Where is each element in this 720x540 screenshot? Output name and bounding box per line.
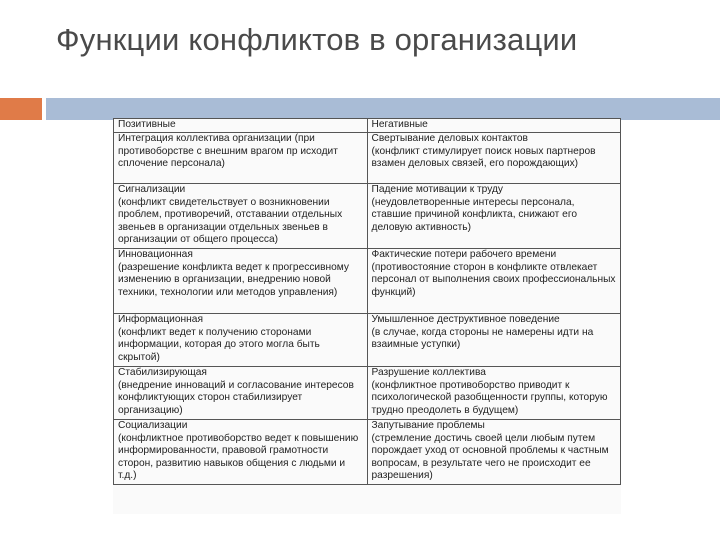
negative-title: Фактические потери рабочего времени	[371, 249, 557, 260]
accent-bar-orange	[0, 98, 42, 120]
negative-cell	[367, 133, 621, 184]
negative-title: Падение мотивации к труду	[371, 184, 504, 195]
negative-cell	[367, 184, 621, 249]
positive-title: Социализации	[118, 420, 188, 431]
table-row	[114, 184, 621, 249]
positive-desc: (конфликт свидетельствует о возникновении проблем, противоречий, отставании отдельных звеньев в организации отдельных звеньев в организации от общего процесса)	[118, 196, 343, 246]
negative-title: Запутывание проблемы	[371, 420, 485, 431]
negative-title: Умышленное деструктивное поведение	[371, 314, 560, 325]
negative-cell	[367, 249, 621, 314]
table-row	[114, 367, 621, 420]
positive-title: Сигнализации	[118, 184, 186, 195]
negative-cell	[367, 367, 621, 420]
positive-cell	[114, 249, 368, 314]
negative-title: Свертывание деловых контактов	[371, 133, 528, 144]
positive-desc: (конфликт ведет к получению сторонами информации, которая до этого могла быть скрытой)	[118, 326, 320, 363]
header-negative: Негативные	[367, 119, 621, 133]
table-row	[114, 249, 621, 314]
table-row	[114, 314, 621, 367]
negative-desc: (неудовлетворенные интересы персонала, ставшие причиной конфликта, снижают его деловую активность)	[371, 196, 578, 233]
positive-title: Инновационная	[118, 249, 193, 260]
positive-desc: (разрешение конфликта ведет к прогрессивному изменению в организации, внедрению новой техники, технологии или методов управления)	[118, 261, 350, 298]
positive-title: Интеграция коллектива организации (при противоборстве с внешним врагом пр исходит сплочение персонала)	[118, 133, 338, 170]
table-row	[114, 133, 621, 184]
negative-desc: (противостояние сторон в конфликте отвлекает персонал от выполнения своих профессиональных функций)	[371, 261, 616, 298]
accent-bar-blue	[46, 98, 720, 120]
negative-cell	[367, 420, 621, 485]
positive-title: Информационная	[118, 314, 203, 325]
negative-desc: (конфликтное противоборство приводит к психологической разобщенности группы, которую трудно преодолеть в будущем)	[371, 379, 608, 416]
functions-table-container	[113, 118, 621, 514]
positive-cell	[114, 420, 368, 485]
positive-desc: (внедрение инноваций и согласование интересов конфликтующих сторон стабилизирует организацию)	[118, 379, 354, 416]
positive-desc: (конфликтное противоборство ведет к повышению информированности, правовой грамотности сторон, развитию навыков общения с людьми и т.д.)	[118, 432, 359, 482]
table-row	[114, 420, 621, 485]
slide-title: Функции конфликтов в организации	[56, 22, 578, 57]
positive-cell	[114, 133, 368, 184]
negative-desc: (в случае, когда стороны не намерены идти на взаимные уступки)	[371, 326, 594, 351]
table-header-row	[114, 119, 621, 133]
negative-desc: (стремление достичь своей цели любым путем порождает уход от основной проблемы к частным вопросам, в результате чего не происходит ее разрешения)	[371, 432, 609, 482]
negative-title: Разрушение коллектива	[371, 367, 486, 378]
positive-title: Стабилизирующая	[118, 367, 207, 378]
positive-cell	[114, 314, 368, 367]
negative-cell	[367, 314, 621, 367]
functions-table	[113, 118, 621, 485]
positive-cell	[114, 184, 368, 249]
negative-desc: (конфликт стимулирует поиск новых партнеров взамен деловых связей, его порождающих)	[371, 145, 596, 170]
positive-cell	[114, 367, 368, 420]
header-positive: Позитивные	[114, 119, 368, 133]
